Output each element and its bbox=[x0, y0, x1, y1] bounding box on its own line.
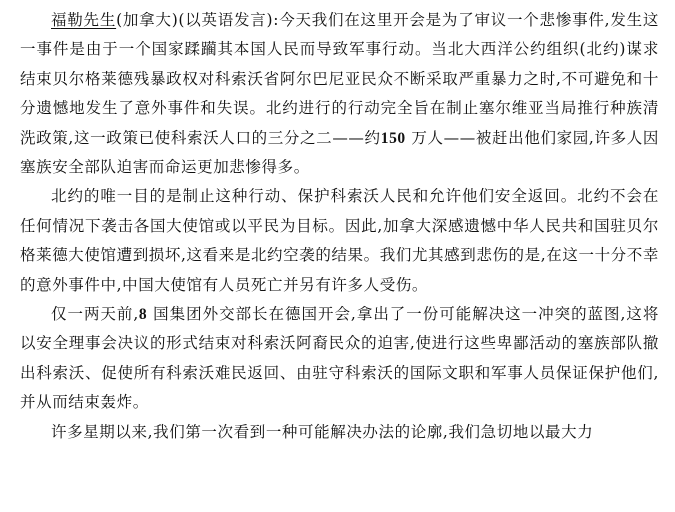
paragraph-1 bbox=[20, 6, 659, 182]
paragraph-text: 北约的唯一目的是制止这种行动、保护科索沃人民和允许他们安全返回。北约不会在任何情况下袭击各国大使馆或以平民为目标。因此,加拿大深感遗憾中华人民共和国驻贝尔格莱德大使馆遭到损坏,这看来是北约空袭的结果。我们尤其感到悲伤的是,在这一十分不幸的意外事件中,中国大使馆有人员死亡并另有许多人受伤。 bbox=[20, 187, 659, 294]
bold-number: 8 bbox=[138, 306, 148, 324]
paragraph-text: 许多星期以来,我们第一次看到一种可能解决办法的论廓,我们急切地以最大力 bbox=[51, 422, 594, 441]
paragraph-text: 仅一两天前, bbox=[51, 305, 139, 324]
paragraph-4 bbox=[20, 418, 659, 447]
speaker-name: 福勒先生 bbox=[51, 11, 117, 29]
paragraph-text: 万人——被赶出他们家园,许多人因塞族安全部队迫害而命运更加悲惨得多。 bbox=[20, 128, 660, 177]
paragraph-text: (加拿大)(以英语发言):今天我们在这里开会是为了审议一个悲惨事件,发生这一事件是由于一个国家蹂躏其本国人民而导致军事行动。当北大西洋公约组织(北约)谋求结束贝尔格莱德残暴政权对科索沃省阿尔巴尼亚民众不断采取严重暴力之时,不可避免和十分遗憾地发生了意外事件和失误。北约进行的行动完全旨在制止塞尔维亚当局推行种族清洗政策,这一政策已使科索沃人口的三分之二——约 bbox=[20, 11, 659, 147]
paragraph-2 bbox=[20, 182, 659, 300]
bold-number: 150 bbox=[380, 129, 406, 147]
paragraph-text: 国集团外交部长在德国开会,拿出了一份可能解决这一冲突的蓝图,这将以安全理事会决议的形式结束对科索沃阿裔民众的迫害,使进行这些卑鄙活动的塞族部队撤出科索沃、促使所有科索沃难民返回、由驻守科索沃的国际文职和军事人员保证保护他们,并从而结束轰炸。 bbox=[20, 305, 659, 412]
paragraph-3 bbox=[20, 300, 659, 418]
